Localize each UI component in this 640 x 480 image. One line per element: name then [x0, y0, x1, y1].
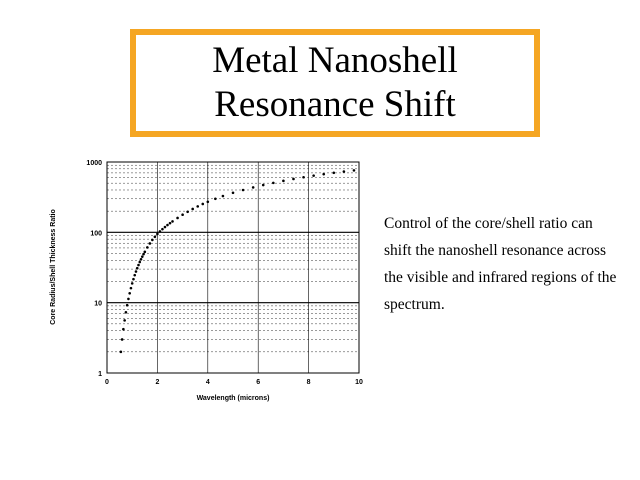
data-point: [164, 226, 167, 229]
data-point: [176, 217, 179, 220]
data-point: [135, 270, 138, 273]
slide-title-line-1: Metal Nanoshell: [212, 40, 458, 81]
x-axis-label: Wavelength (microns): [196, 395, 270, 402]
x-tick-label: 8: [306, 379, 311, 386]
data-point: [186, 210, 189, 213]
x-tick-label: 6: [256, 379, 261, 386]
x-tick-labels: [105, 379, 363, 386]
data-point: [353, 169, 356, 172]
data-point: [136, 267, 139, 270]
data-point: [302, 176, 305, 179]
data-point: [141, 255, 144, 258]
data-point: [171, 220, 174, 223]
y-tick-label: 1: [98, 371, 102, 378]
data-point: [161, 228, 164, 231]
data-point: [242, 189, 245, 192]
data-point: [207, 200, 210, 203]
x-tick-label: 4: [205, 379, 210, 386]
data-point: [154, 235, 157, 238]
data-point: [122, 328, 125, 331]
data-point: [126, 304, 129, 307]
data-point: [149, 242, 152, 245]
data-point: [201, 203, 204, 206]
data-point: [232, 191, 235, 194]
data-point: [130, 287, 133, 290]
data-point: [146, 246, 149, 249]
data-point: [322, 173, 325, 176]
data-point: [282, 180, 285, 183]
x-tick-label: 10: [355, 379, 363, 386]
data-point: [196, 205, 199, 208]
y-tick-label: 10: [94, 300, 102, 308]
slide-body-text: Control of the core/shell ratio can shift the nanoshell resonance across the visible and infrared regions of the spectrum.: [384, 215, 617, 313]
data-point: [214, 197, 217, 200]
data-point: [123, 319, 126, 322]
data-point: [272, 182, 275, 185]
data-point: [127, 298, 130, 301]
y-axis-label: Core Radius/Shell Thickness Ratio: [50, 209, 57, 325]
slide-title-line-2: Resonance Shift: [214, 84, 456, 125]
data-point: [343, 170, 346, 173]
data-point: [121, 338, 124, 341]
data-point: [144, 251, 147, 254]
data-point: [131, 282, 134, 285]
data-point: [312, 174, 315, 177]
data-point: [125, 311, 128, 314]
data-point: [181, 213, 184, 216]
y-tick-label: 100: [90, 230, 102, 238]
data-point: [156, 233, 159, 236]
data-point: [166, 224, 169, 227]
data-point: [222, 195, 225, 198]
y-tick-labels: [86, 160, 102, 378]
y-tick-label: 1000: [86, 160, 102, 167]
data-point: [133, 274, 136, 277]
data-point: [262, 184, 265, 187]
data-point: [292, 178, 295, 181]
data-point: [142, 253, 145, 256]
data-point: [252, 186, 255, 189]
data-point: [128, 292, 131, 295]
data-point: [132, 278, 135, 281]
data-point: [191, 208, 194, 211]
data-point: [169, 222, 172, 225]
x-tick-label: 0: [105, 379, 109, 386]
x-tick-label: 2: [155, 379, 160, 386]
data-point: [138, 261, 141, 264]
data-point: [159, 230, 162, 233]
data-point: [120, 351, 123, 354]
data-point: [137, 264, 140, 267]
data-point: [140, 258, 143, 261]
data-point: [151, 239, 154, 242]
data-point: [333, 171, 336, 174]
